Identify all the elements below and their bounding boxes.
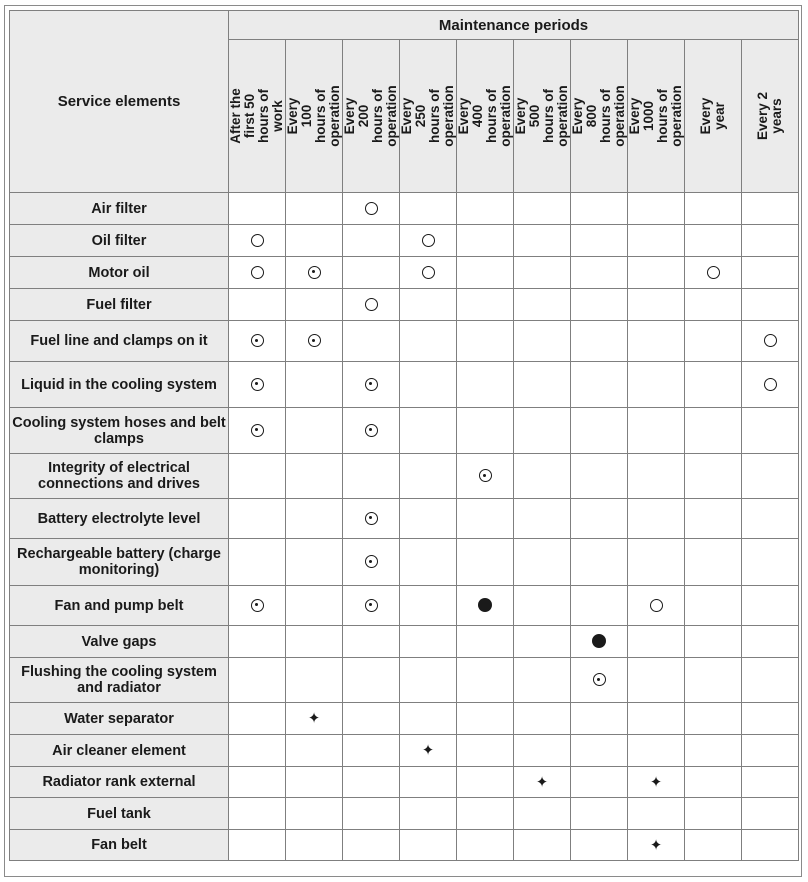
schedule-cell: [628, 225, 685, 257]
schedule-cell: [400, 408, 457, 454]
schedule-cell: [229, 586, 286, 626]
table-row: [10, 289, 799, 321]
schedule-cell: [742, 454, 799, 499]
service-element-label: Radiator rank external: [10, 767, 229, 798]
schedule-cell: [514, 454, 571, 499]
table-row: [10, 830, 799, 861]
schedule-cell: [571, 830, 628, 861]
schedule-cell: [685, 321, 742, 362]
schedule-cell: [229, 767, 286, 798]
period-header: [571, 40, 628, 193]
schedule-cell: [514, 289, 571, 321]
open-circle-icon: [650, 599, 663, 612]
schedule-cell: [400, 830, 457, 861]
schedule-cell: [229, 735, 286, 767]
schedule-cell: [286, 586, 343, 626]
schedule-cell: [457, 539, 514, 586]
table-row: [10, 586, 799, 626]
schedule-cell: [514, 499, 571, 539]
service-element-label: Fuel tank: [10, 798, 229, 830]
schedule-cell: [457, 767, 514, 798]
schedule-cell: [685, 798, 742, 830]
schedule-cell: [229, 703, 286, 735]
schedule-cell: [514, 586, 571, 626]
schedule-cell: [343, 798, 400, 830]
filled-circle-icon: [592, 634, 606, 648]
schedule-cell: [514, 626, 571, 658]
schedule-cell: [286, 830, 343, 861]
schedule-cell: [514, 225, 571, 257]
period-header: [400, 40, 457, 193]
schedule-cell: [457, 321, 514, 362]
table-row: [10, 193, 799, 225]
schedule-cell: [229, 626, 286, 658]
schedule-cell: [742, 289, 799, 321]
table-row: [10, 735, 799, 767]
schedule-cell: [229, 539, 286, 586]
schedule-cell: [457, 193, 514, 225]
dotted-circle-icon: [251, 599, 264, 612]
schedule-cell: [628, 658, 685, 703]
dotted-circle-icon: [251, 424, 264, 437]
table-row: [10, 225, 799, 257]
schedule-cell: [457, 499, 514, 539]
period-header: [457, 40, 514, 193]
service-element-label: Air filter: [10, 193, 229, 225]
service-element-label: Motor oil: [10, 257, 229, 289]
schedule-cell: [343, 767, 400, 798]
period-label: Every 800 hours of operation: [570, 85, 627, 147]
service-element-label: Battery electrolyte level: [10, 499, 229, 539]
schedule-cell: [400, 586, 457, 626]
schedule-cell: [343, 193, 400, 225]
maintenance-periods-header: Maintenance periods: [229, 11, 799, 40]
table-row: [10, 703, 799, 735]
schedule-cell: [343, 257, 400, 289]
star-icon: ✦: [421, 741, 435, 760]
schedule-cell: [343, 408, 400, 454]
table-row: [10, 626, 799, 658]
schedule-cell: [571, 767, 628, 798]
schedule-cell: [229, 257, 286, 289]
schedule-cell: [286, 193, 343, 225]
star-icon: ✦: [535, 772, 549, 791]
schedule-cell: [343, 703, 400, 735]
schedule-cell: [229, 454, 286, 499]
schedule-cell: [685, 539, 742, 586]
schedule-cell: [400, 289, 457, 321]
schedule-cell: [514, 362, 571, 408]
schedule-cell: [685, 193, 742, 225]
schedule-cell: [514, 658, 571, 703]
schedule-cell: [286, 626, 343, 658]
period-label: Every 200 hours of operation: [342, 85, 399, 147]
dotted-circle-icon: [593, 673, 606, 686]
schedule-cell: [742, 703, 799, 735]
schedule-cell: [571, 798, 628, 830]
schedule-cell: [286, 798, 343, 830]
schedule-cell: [229, 225, 286, 257]
schedule-cell: [742, 539, 799, 586]
maintenance-schedule-table: [9, 10, 799, 861]
schedule-cell: [685, 767, 742, 798]
service-element-label: Fan belt: [10, 830, 229, 861]
schedule-cell: [628, 539, 685, 586]
open-circle-icon: [707, 266, 720, 279]
schedule-cell: [457, 289, 514, 321]
table-row: [10, 798, 799, 830]
table-row: [10, 362, 799, 408]
schedule-cell: [457, 257, 514, 289]
schedule-cell: [229, 321, 286, 362]
schedule-cell: [400, 225, 457, 257]
open-circle-icon: [251, 234, 264, 247]
star-icon: ✦: [649, 772, 663, 791]
schedule-cell: [286, 362, 343, 408]
schedule-cell: [457, 703, 514, 735]
open-circle-icon: [764, 378, 777, 391]
schedule-cell: [571, 658, 628, 703]
service-element-label: Cooling system hoses and belt clamps: [10, 408, 229, 454]
schedule-cell: [400, 454, 457, 499]
schedule-cell: [628, 321, 685, 362]
schedule-cell: [628, 735, 685, 767]
schedule-cell: [514, 703, 571, 735]
service-element-label: Fuel line and clamps on it: [10, 321, 229, 362]
schedule-cell: [229, 193, 286, 225]
schedule-cell: [343, 539, 400, 586]
schedule-cell: [343, 321, 400, 362]
dotted-circle-icon: [251, 334, 264, 347]
period-label: Every 100 hours of operation: [285, 85, 342, 147]
schedule-cell: [229, 362, 286, 408]
schedule-cell: [685, 454, 742, 499]
schedule-cell: [742, 626, 799, 658]
schedule-cell: [514, 830, 571, 861]
schedule-cell: [685, 703, 742, 735]
schedule-cell: [286, 321, 343, 362]
schedule-cell: [457, 586, 514, 626]
schedule-cell: [343, 658, 400, 703]
schedule-cell: [514, 735, 571, 767]
period-header: [286, 40, 343, 193]
schedule-cell: [628, 362, 685, 408]
schedule-cell: [343, 499, 400, 539]
service-element-label: Valve gaps: [10, 626, 229, 658]
schedule-cell: [457, 454, 514, 499]
schedule-cell: [742, 767, 799, 798]
dotted-circle-icon: [365, 599, 378, 612]
dotted-circle-icon: [308, 266, 321, 279]
table-row: [10, 499, 799, 539]
schedule-cell: [457, 735, 514, 767]
table-row: [10, 321, 799, 362]
schedule-cell: [286, 454, 343, 499]
schedule-cell: [343, 626, 400, 658]
schedule-cell: [571, 499, 628, 539]
schedule-cell: [514, 408, 571, 454]
schedule-cell: [742, 257, 799, 289]
schedule-cell: [400, 767, 457, 798]
period-header: [229, 40, 286, 193]
service-element-label: Fuel filter: [10, 289, 229, 321]
period-header: [685, 40, 742, 193]
service-elements-header: Service elements: [10, 11, 229, 193]
schedule-cell: [628, 586, 685, 626]
schedule-cell: [286, 539, 343, 586]
period-label: Every year: [698, 97, 727, 135]
dotted-circle-icon: [479, 469, 492, 482]
schedule-cell: [343, 830, 400, 861]
open-circle-icon: [365, 298, 378, 311]
schedule-cell: [457, 408, 514, 454]
schedule-cell: [400, 539, 457, 586]
schedule-cell: [400, 735, 457, 767]
period-header: [514, 40, 571, 193]
schedule-cell: [400, 362, 457, 408]
schedule-cell: [400, 257, 457, 289]
schedule-cell: [628, 703, 685, 735]
schedule-cell: [457, 225, 514, 257]
service-element-label: Liquid in the cooling system: [10, 362, 229, 408]
schedule-cell: [685, 289, 742, 321]
schedule-cell: [628, 798, 685, 830]
schedule-cell: [628, 193, 685, 225]
schedule-cell: [229, 408, 286, 454]
schedule-cell: [571, 454, 628, 499]
schedule-cell: [571, 408, 628, 454]
schedule-cell: [286, 735, 343, 767]
service-element-label: Flushing the cooling system and radiator: [10, 658, 229, 703]
schedule-cell: [457, 798, 514, 830]
schedule-cell: [571, 626, 628, 658]
schedule-cell: [286, 225, 343, 257]
open-circle-icon: [251, 266, 264, 279]
schedule-cell: [628, 830, 685, 861]
open-circle-icon: [422, 234, 435, 247]
schedule-cell: [400, 321, 457, 362]
schedule-cell: [742, 193, 799, 225]
schedule-cell: [343, 225, 400, 257]
schedule-cell: [400, 193, 457, 225]
schedule-cell: [742, 830, 799, 861]
service-element-label: Fan and pump belt: [10, 586, 229, 626]
star-icon: ✦: [307, 709, 321, 728]
schedule-cell: [571, 539, 628, 586]
schedule-cell: [514, 539, 571, 586]
schedule-cell: [742, 408, 799, 454]
schedule-cell: [742, 735, 799, 767]
dotted-circle-icon: [251, 378, 264, 391]
filled-circle-icon: [478, 598, 492, 612]
schedule-cell: [571, 362, 628, 408]
schedule-cell: [742, 225, 799, 257]
schedule-cell: [229, 830, 286, 861]
schedule-cell: [514, 321, 571, 362]
schedule-cell: [742, 321, 799, 362]
schedule-cell: [286, 257, 343, 289]
period-label: After the first 50 hours of work: [228, 88, 285, 144]
period-header: [742, 40, 799, 193]
table-row: [10, 767, 799, 798]
schedule-cell: [685, 586, 742, 626]
schedule-cell: [229, 658, 286, 703]
schedule-cell: [571, 193, 628, 225]
period-label: Every 400 hours of operation: [456, 85, 513, 147]
schedule-cell: [685, 735, 742, 767]
schedule-cell: [685, 499, 742, 539]
period-header: [343, 40, 400, 193]
schedule-cell: [628, 257, 685, 289]
schedule-cell: [457, 658, 514, 703]
period-header: [628, 40, 685, 193]
service-element-label: Water separator: [10, 703, 229, 735]
table-row: [10, 257, 799, 289]
schedule-cell: [514, 193, 571, 225]
service-element-label: Rechargeable battery (charge monitoring): [10, 539, 229, 586]
schedule-cell: [229, 798, 286, 830]
schedule-cell: [742, 798, 799, 830]
open-circle-icon: [764, 334, 777, 347]
schedule-cell: [457, 362, 514, 408]
schedule-cell: [742, 586, 799, 626]
schedule-cell: [571, 225, 628, 257]
schedule-cell: [742, 362, 799, 408]
schedule-cell: [343, 454, 400, 499]
star-icon: ✦: [649, 835, 663, 854]
schedule-cell: [286, 703, 343, 735]
schedule-cell: [571, 735, 628, 767]
schedule-cell: [286, 499, 343, 539]
schedule-cell: [343, 735, 400, 767]
schedule-cell: [628, 626, 685, 658]
period-label: Every 2 years: [755, 91, 785, 141]
schedule-cell: [628, 289, 685, 321]
dotted-circle-icon: [365, 512, 378, 525]
schedule-cell: [400, 658, 457, 703]
open-circle-icon: [365, 202, 378, 215]
schedule-cell: [286, 658, 343, 703]
schedule-cell: [457, 830, 514, 861]
schedule-cell: [286, 408, 343, 454]
dotted-circle-icon: [308, 334, 321, 347]
schedule-cell: [514, 767, 571, 798]
dotted-circle-icon: [365, 378, 378, 391]
schedule-cell: [457, 626, 514, 658]
service-element-label: Air cleaner element: [10, 735, 229, 767]
schedule-cell: [400, 703, 457, 735]
period-label: Every 1000 hours of operation: [627, 85, 684, 147]
schedule-cell: [571, 321, 628, 362]
schedule-cell: [628, 499, 685, 539]
schedule-cell: [514, 798, 571, 830]
schedule-cell: [286, 767, 343, 798]
dotted-circle-icon: [365, 555, 378, 568]
schedule-cell: [229, 499, 286, 539]
service-element-label: Integrity of electrical connections and drives: [10, 454, 229, 499]
schedule-cell: [400, 798, 457, 830]
schedule-cell: [571, 289, 628, 321]
table-row: [10, 408, 799, 454]
table-row: [10, 539, 799, 586]
dotted-circle-icon: [365, 424, 378, 437]
schedule-cell: [229, 289, 286, 321]
table-row: [10, 454, 799, 499]
period-label: Every 500 hours of operation: [513, 85, 570, 147]
schedule-cell: [685, 257, 742, 289]
schedule-cell: [685, 408, 742, 454]
schedule-cell: [400, 626, 457, 658]
schedule-cell: [685, 830, 742, 861]
schedule-cell: [343, 586, 400, 626]
schedule-cell: [628, 767, 685, 798]
schedule-cell: [685, 658, 742, 703]
schedule-cell: [685, 362, 742, 408]
schedule-cell: [685, 626, 742, 658]
schedule-cell: [400, 499, 457, 539]
schedule-cell: [742, 658, 799, 703]
schedule-cell: [514, 257, 571, 289]
schedule-cell: [628, 454, 685, 499]
schedule-cell: [286, 289, 343, 321]
schedule-cell: [571, 257, 628, 289]
schedule-cell: [742, 499, 799, 539]
schedule-cell: [685, 225, 742, 257]
schedule-cell: [343, 289, 400, 321]
period-label: Every 250 hours of operation: [399, 85, 456, 147]
schedule-cell: [571, 703, 628, 735]
table-row: [10, 658, 799, 703]
service-element-label: Oil filter: [10, 225, 229, 257]
schedule-cell: [343, 362, 400, 408]
schedule-cell: [628, 408, 685, 454]
schedule-cell: [571, 586, 628, 626]
open-circle-icon: [422, 266, 435, 279]
